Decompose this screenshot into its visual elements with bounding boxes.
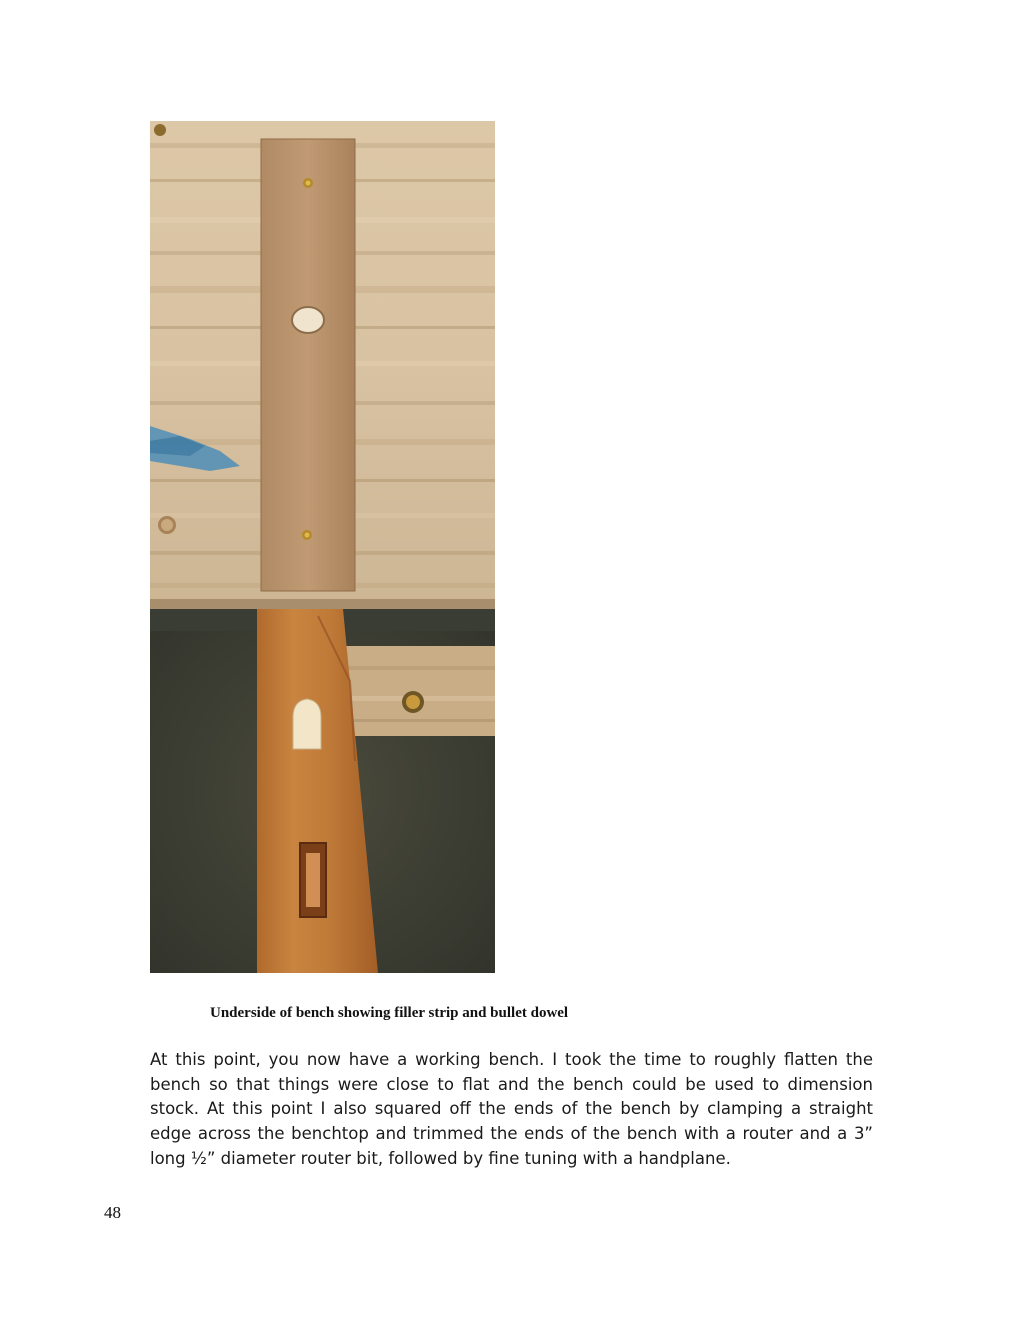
bullet-dowel: [293, 699, 321, 749]
dowel-hole: [292, 307, 324, 333]
figure-caption: Underside of bench showing filler strip and bullet dowel: [210, 1005, 569, 1021]
page-number: 48: [104, 1203, 121, 1222]
body-paragraph: At this point, you now have a working bench. I took the time to roughly flatten the bench so that things were close to flat and the bench could be used to dimension stock. At this point I also squared off the ends of the bench by clamping a straight edge across the benchtop and trimmed the ends of the bench with a router and a 3” long ½” diameter router bit, followed by fine tuning with a handplane.: [150, 1050, 873, 1168]
bench-underside-photo: [150, 121, 495, 973]
